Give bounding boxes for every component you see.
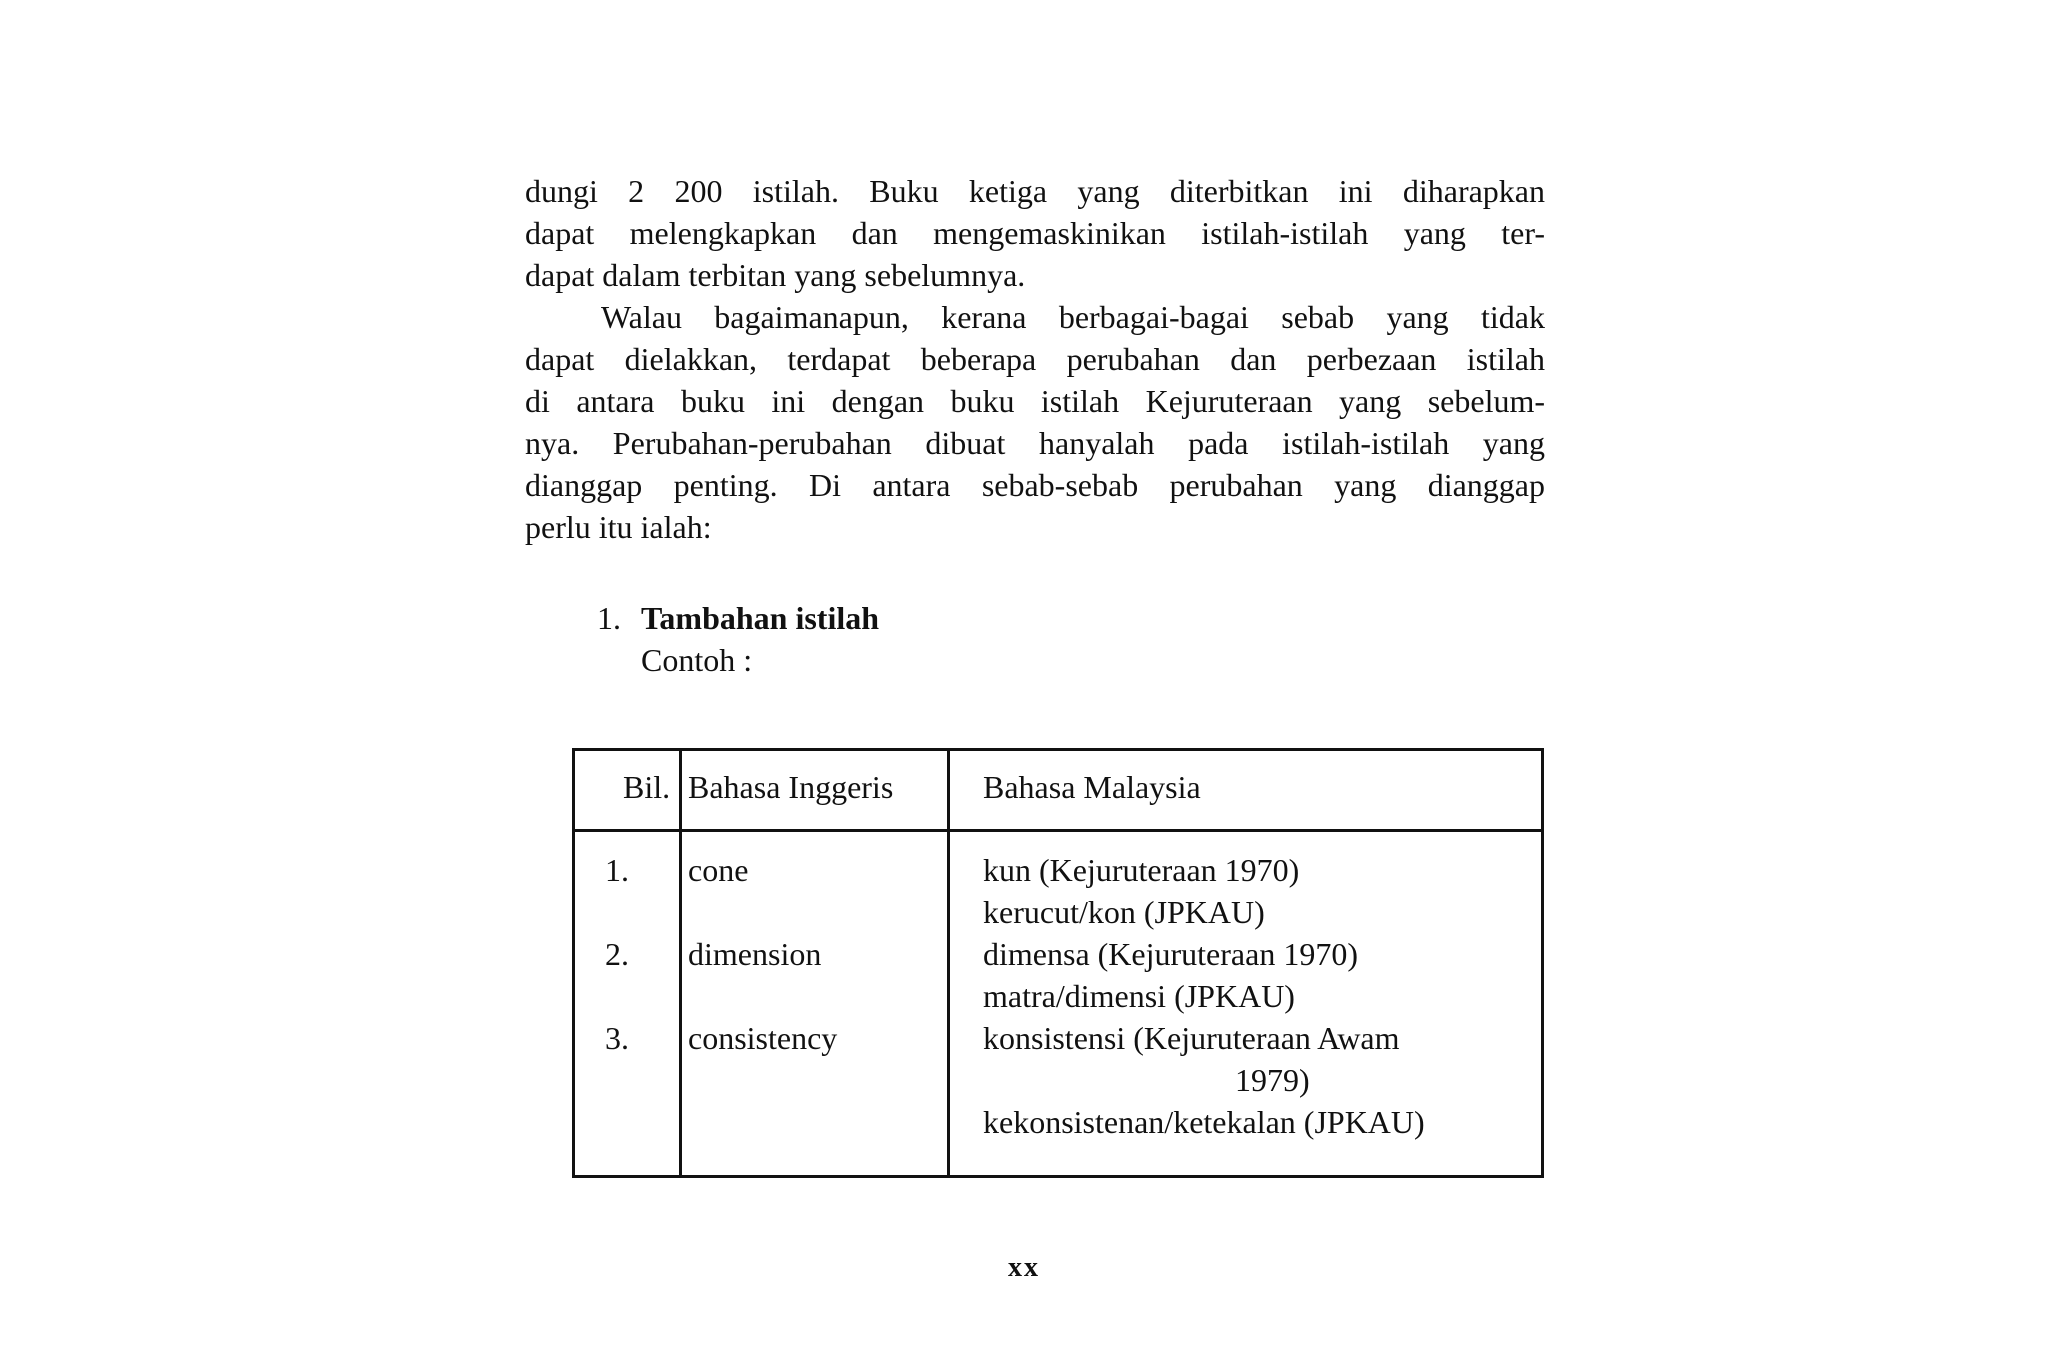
paragraph-1-line-1: dungi 2 200 istilah. Buku ketiga yang diterbitkan ini diharapkan xyxy=(525,173,1545,209)
table-row-3-english: consistency xyxy=(688,1020,838,1056)
list-item-title: Tambahan istilah xyxy=(641,600,880,636)
table-row-1-number: 1. xyxy=(605,852,629,888)
paragraph-2-line-4: nya. Perubahan-perubahan dibuat hanyalah pada istilah-istilah yang xyxy=(525,425,1545,461)
list-item-subtitle: Contoh : xyxy=(641,642,753,678)
paragraph-1-line-2: dapat melengkapkan dan mengemaskinikan istilah-istilah yang ter- xyxy=(525,215,1545,251)
table-row-1-malay-line-2: kerucut/kon (JPKAU) xyxy=(983,894,1265,930)
table-row-2-number: 2. xyxy=(605,936,629,972)
table-header-bil: Bil. xyxy=(623,769,671,805)
table-row-3-number: 3. xyxy=(605,1020,629,1056)
table-row-1-english: cone xyxy=(688,852,749,888)
paragraph-2-line-3: di antara buku ini dengan buku istilah Kejuruteraan yang sebelum- xyxy=(525,383,1545,419)
table-column-divider xyxy=(947,751,950,1175)
table-row-2-malay-line-1: dimensa (Kejuruteraan 1970) xyxy=(983,936,1358,972)
table-row-2-english: dimension xyxy=(688,936,822,972)
table-column-divider xyxy=(679,751,682,1175)
table-row-3-malay-line-3: kekonsistenan/ketekalan (JPKAU) xyxy=(983,1104,1425,1140)
table-row-3-malay-line-2: 1979) xyxy=(1235,1062,1310,1098)
paragraph-2-line-2: dapat dielakkan, terdapat beberapa perubahan dan perbezaan istilah xyxy=(525,341,1545,377)
page-number: xx xyxy=(1008,1252,1040,1283)
paragraph-1-line-3: dapat dalam terbitan yang sebelumnya. xyxy=(525,257,1026,293)
table-header-divider xyxy=(575,829,1541,832)
table-header-malay: Bahasa Malaysia xyxy=(983,769,1201,805)
paragraph-2-line-1: Walau bagaimanapun, kerana berbagai-bagai sebab yang tidak xyxy=(601,299,1545,335)
body-text xyxy=(525,170,1545,548)
paragraph-2-line-6: perlu itu ialah: xyxy=(525,509,712,545)
table-header-english: Bahasa Inggeris xyxy=(688,769,894,805)
terms-table xyxy=(572,748,1544,1178)
table-row-1-malay-line-1: kun (Kejuruteraan 1970) xyxy=(983,852,1300,888)
list-item-number: 1. xyxy=(597,600,621,636)
table-row-3-malay-line-1: konsistensi (Kejuruteraan Awam xyxy=(983,1020,1400,1056)
paragraph-2-line-5: dianggap penting. Di antara sebab-sebab perubahan yang dianggap xyxy=(525,467,1545,503)
table-row-2-malay-line-2: matra/dimensi (JPKAU) xyxy=(983,978,1295,1014)
